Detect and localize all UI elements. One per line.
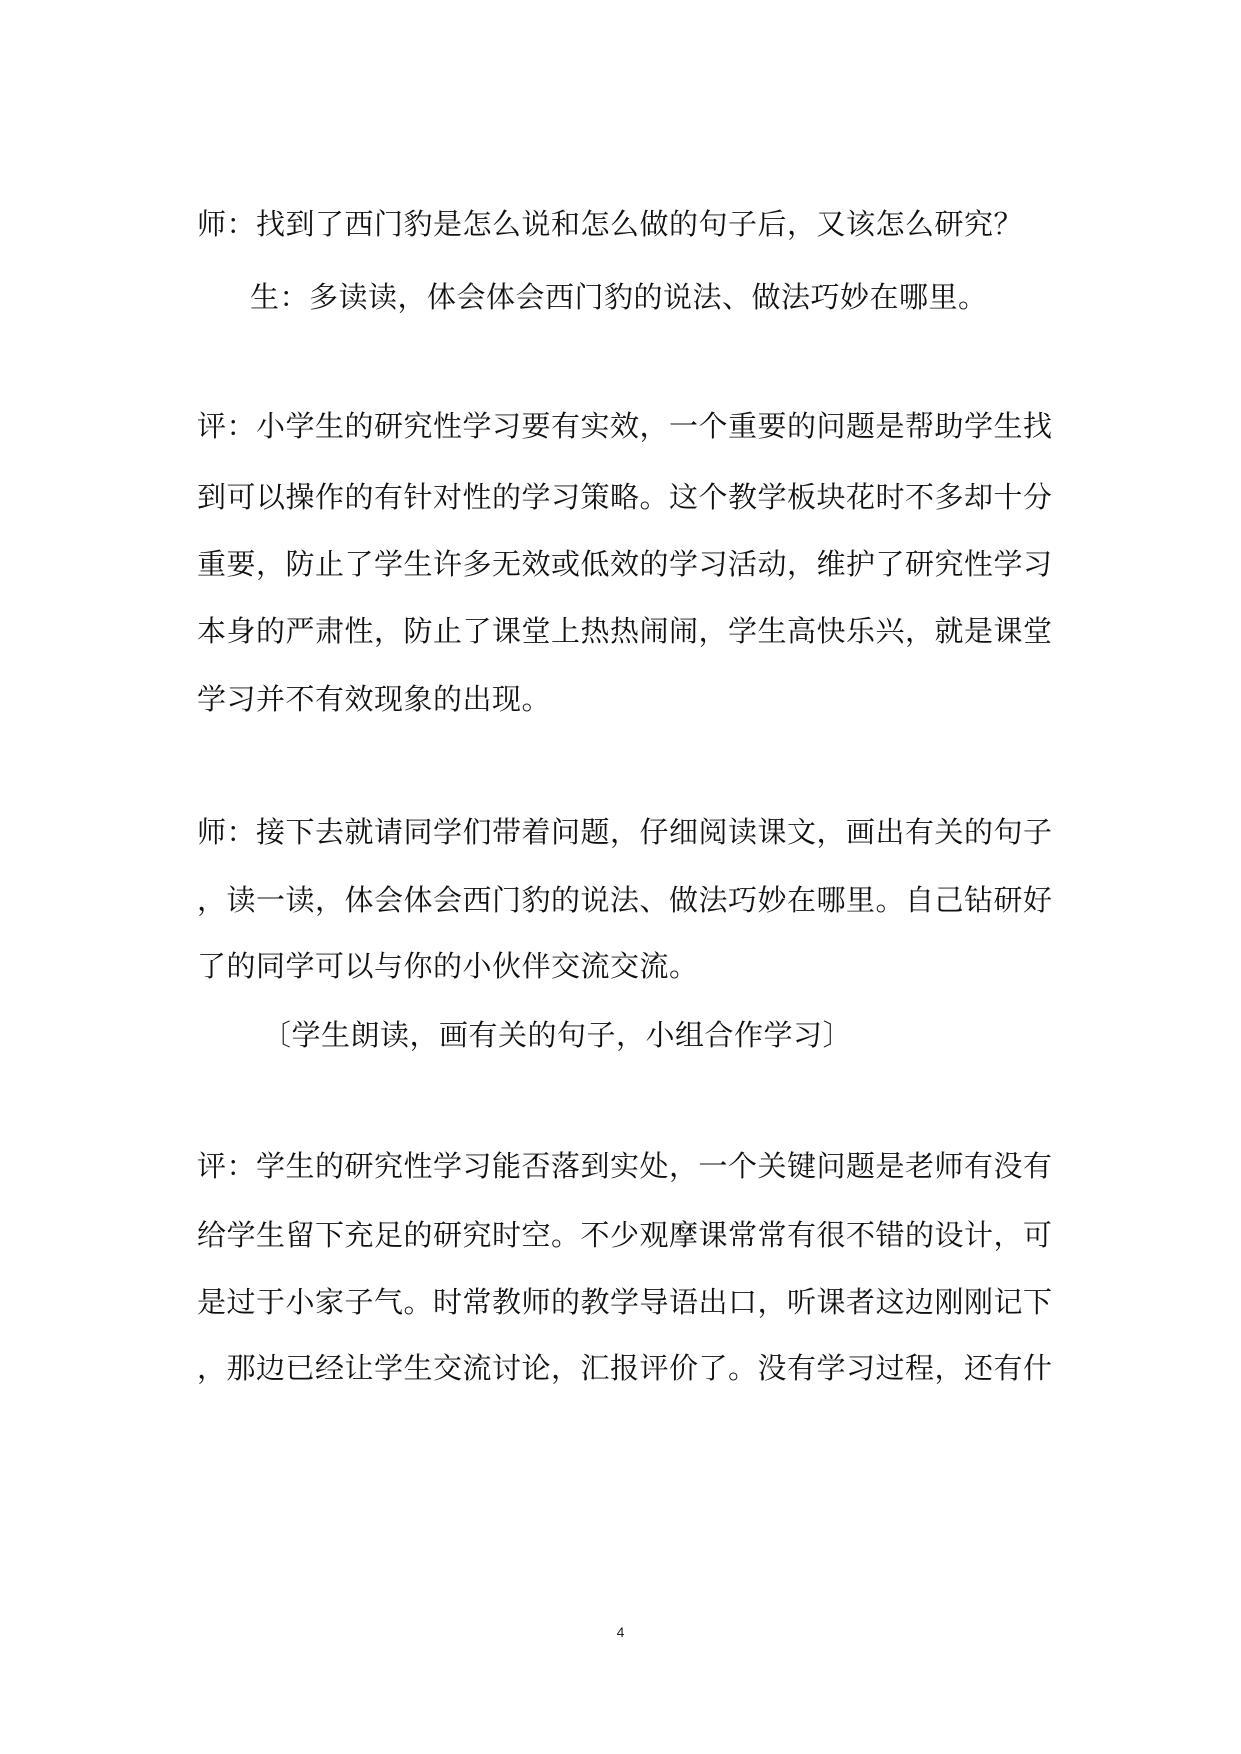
comment-2-line-3: 是过于小家子气。时常教师的教学导语出口，听课者这边刚刚记下 [197,1285,1053,1319]
comment-2-line-4: ，那边已经让学生交流讨论，汇报评价了。没有学习过程，还有什 [197,1351,1053,1385]
page-number: 4 [616,1624,625,1640]
comment-2-line-2: 给学生留下充足的研究时空。不少观摩课常常有很不错的设计，可 [197,1218,1053,1252]
activity-note-line: 〔学生朗读，画有关的句子，小组合作学习〕 [262,1018,853,1052]
comment-1-line-2: 到可以操作的有针对性的学习策略。这个教学板块花时不多却十分 [197,480,1053,514]
teacher-instruction-line-1: 师：接下去就请同学们带着问题，仔细阅读课文，画出有关的句子 [197,815,1053,849]
teacher-instruction-line-2: ，读一读，体会体会西门豹的说法、做法巧妙在哪里。自己钻研好 [197,883,1053,917]
comment-2-line-1: 评：学生的研究性学习能否落到实处，一个关键问题是老师有没有 [197,1149,1053,1183]
comment-1-line-3: 重要，防止了学生许多无效或低效的学习活动，维护了研究性学习 [197,547,1053,581]
comment-1-line-4: 本身的严肃性，防止了课堂上热热闹闹，学生高快乐兴，就是课堂 [197,614,1053,648]
comment-1-line-1: 评：小学生的研究性学习要有实效，一个重要的问题是帮助学生找 [197,409,1053,443]
student-answer-line: 生：多读读，体会体会西门豹的说法、做法巧妙在哪里。 [250,280,988,314]
teacher-instruction-line-3: 了的同学可以与你的小伙伴交流交流。 [197,949,699,983]
comment-1-line-5: 学习并不有效现象的出现。 [197,682,552,716]
teacher-question-line: 师：找到了西门豹是怎么说和怎么做的句子后，又该怎么研究？ [197,207,1024,241]
